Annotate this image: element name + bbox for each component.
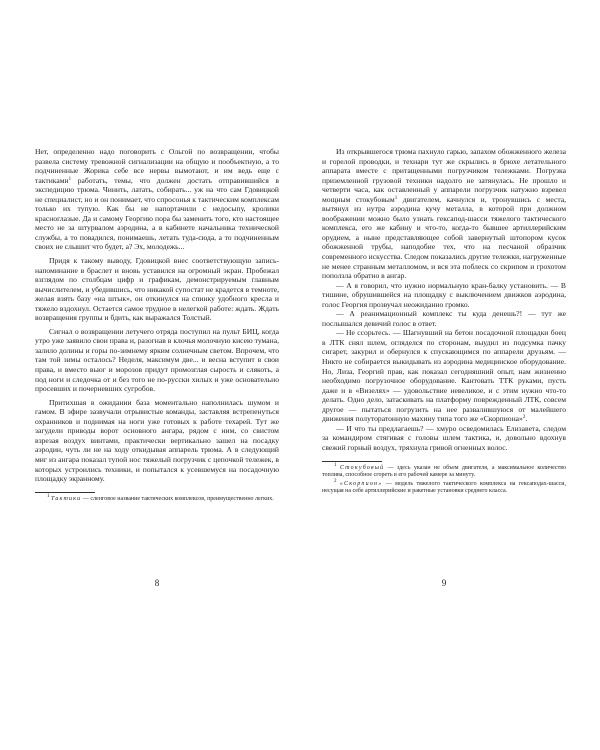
left-page (35, 147, 279, 505)
right-paragraph-2: — А я говорил, что нужно нормальную кран-балку установить. — В тишине, обрушившейся на площадку с выключением движков аэродина, голос Георгия прозвучал неожиданно громко. (322, 280, 566, 309)
right-footnote-2: $^2$ «Скорпион» — модель тяжелого тактического комплекса на гексаподах-шасси, несущая на себе артиллерийские и ракетные установки среднего класса. (322, 479, 566, 495)
left-footnote: $^1$ Тактики — сленговое название тактических комплексов, преимущественно легких. (47, 493, 274, 502)
left-paragraph-4: Притихшая в ожидании база моментально наполнилась шумом и гамом. В эфире зазвучали отрывистые команды, заставляя встрепенуться охранников и поднимая на ноги уже готовых к работе техарей. Тут же загудели приводы ворот основного ангара, рядом с ним, со свистом взрезая воздух винтами, практически вертикально зашел на посадку аэродин, чуть ли не на ходу откидывая аппарель трюма. А в следующий миг из ангара показал тупой нос тяжелый погрузчик с цепочкой тележек, в которых устроились техники, и попытался к усевшемуся на посадочную площадку экранному. (35, 397, 279, 484)
left-paragraph-2: Придя к такому выводу, Гдовицкой внес соответствующую запись-напоминание в браслет и вновь уставился на огромный экран. Пробежал взглядом по столбцам цифр и графикам, демонстрируемым главным вычислителем, и убедившись, что никакой супостат не крадется в темноте, желая взять базу «на штык», он откинулся на спинку удобного кресла и тяжело вздохнул. Остается самое трудное в нелегкой работе: ждать. Ждать возвращения группы и бдить, как выражался Толстый. (35, 256, 279, 323)
footnote-ref-1: 1 (68, 176, 72, 182)
right-page-number: 9 (441, 578, 447, 588)
right-paragraph-5: — И что ты предлагаешь? — хмуро осведомилась Елизавета, следом за командиром стягивая с головы шлем тактика, и, довольно вдохнув свежий горный воздух, тряхнула гривой огненных волос. (322, 423, 566, 452)
right-page (322, 147, 566, 498)
right-paragraph-3: — А реанимационный комплекс ты куда денешь?! — тут же послышался девичий голос в ответ. (322, 309, 566, 328)
footnote-divider (35, 492, 95, 493)
right-footnote-1: $^1$ Стокубовый — здесь указан не объем двигателя, а максимальное количество топлива, способное сгореть в его рабочей камере за минуту. (322, 462, 566, 478)
left-page-number: 8 (154, 578, 160, 588)
left-paragraph-1: Нет, определенно надо поговорить с Ольгой по возвращении, чтобы развела систему тревожной сигнализации на общую и пообъектную, а то подчиненные Жорика себе все нервы вымотают, и им ведь еще с тактиками$^1$ работать, темы, что должен достать отправившийся в экспедицию трюма. Чинить, латать, собирать... уж на что сам Гдовицкой не специалист, но и он понимает, что спросонья к тактическим комплексам только их тупую. Как бы не напортачили с недосыпу, кролики красноглазые. Да и самому Георгию пора бы заменить того, кто настоящее место не за штурвалом аэродина, а в кабинете начальника технической службы, а то повадился, понимаешь, летать туда-сюда, а то подчиненным своих не слышит что будет, а? Эх, молодежь... (35, 147, 280, 252)
right-paragraph-1: Из открывшегося трюма пахнуло гарью, запахом обожженного железа и горелой проводки, и технари тут же скрылись в брюхе летательного аппарата вместе с притащенными погрузчиком тележками. Погрузка приземленной грузовой техники надолго не затянулась. Не прошло и четверти часа, как оставленный у аппарели погрузчик натужно взревел мощным стокубовым$^1$ двигателем, качнулся и, тронувшись с места, вытянул из нутра аэродина кучу металла, в которой при должном воображении можно было узнать гексапод-шасси тяжелого тактического комплекса, его же кабину и что-то, когда-то бывшее артиллерийским орудием, а ныне представляющее собой завернутый штопором кусок обожженной трубы, наподобие тех, что на песчаной образчик современного искусства. Следом показались другие тележки, нагруженные не менее странным металломом, и вся эта поблеск со скрипом и грохотом поползла обратно в ангар. (322, 147, 567, 281)
right-paragraph-4: — Не ссорьтесь. — Шагнувший на бетон посадочной площадки боец в ЛТК снял шлем, огляделся по сторонам, выудил из подсумка пачку сигарет, закурил и обернулся к спускающимся по аппарели друзьям. — Никто не собирается выкидывать из аэродина медицинское оборудование. Но, Лиза, Георгий прав, как показал сегодняшний опыт, нам жизненно необходимо погрузочное оборудование. Кантовать ТТК руками, пусть даже и в «Визелях» — удовольствие невеликое, и с этим нужно что-то делать. Одно дело, затаскивать на платформу поврежденный ЛТК, совсем другое — пытаться погрузить на нее развалившуюся от малейшего движения полуторатонную махину типа того же «Скорпиона»$^2$. (322, 328, 566, 424)
footnote-ref-1: 1 (394, 195, 398, 201)
footnote-divider (322, 461, 382, 462)
footnote-ref-2: 2 (522, 415, 526, 421)
left-paragraph-3: Сигнал о возвращении летучего отряда поступил на пульт БИЦ, когда утро уже заявило свои права и, разогнав в клочья молочную кисею тумана, залило долины и горы по-зимнему ярким солнечным светом. Впрочем, что там той зимы осталось? Неделя, максимум две... и весна вступит в свои права, и вместо вьюг и морозов придут промозглая сырость и слякоть, а под ноги и следочка от и без того не по-русски хилых и уже основательно просевших и почерневших сугробов. (35, 326, 279, 394)
